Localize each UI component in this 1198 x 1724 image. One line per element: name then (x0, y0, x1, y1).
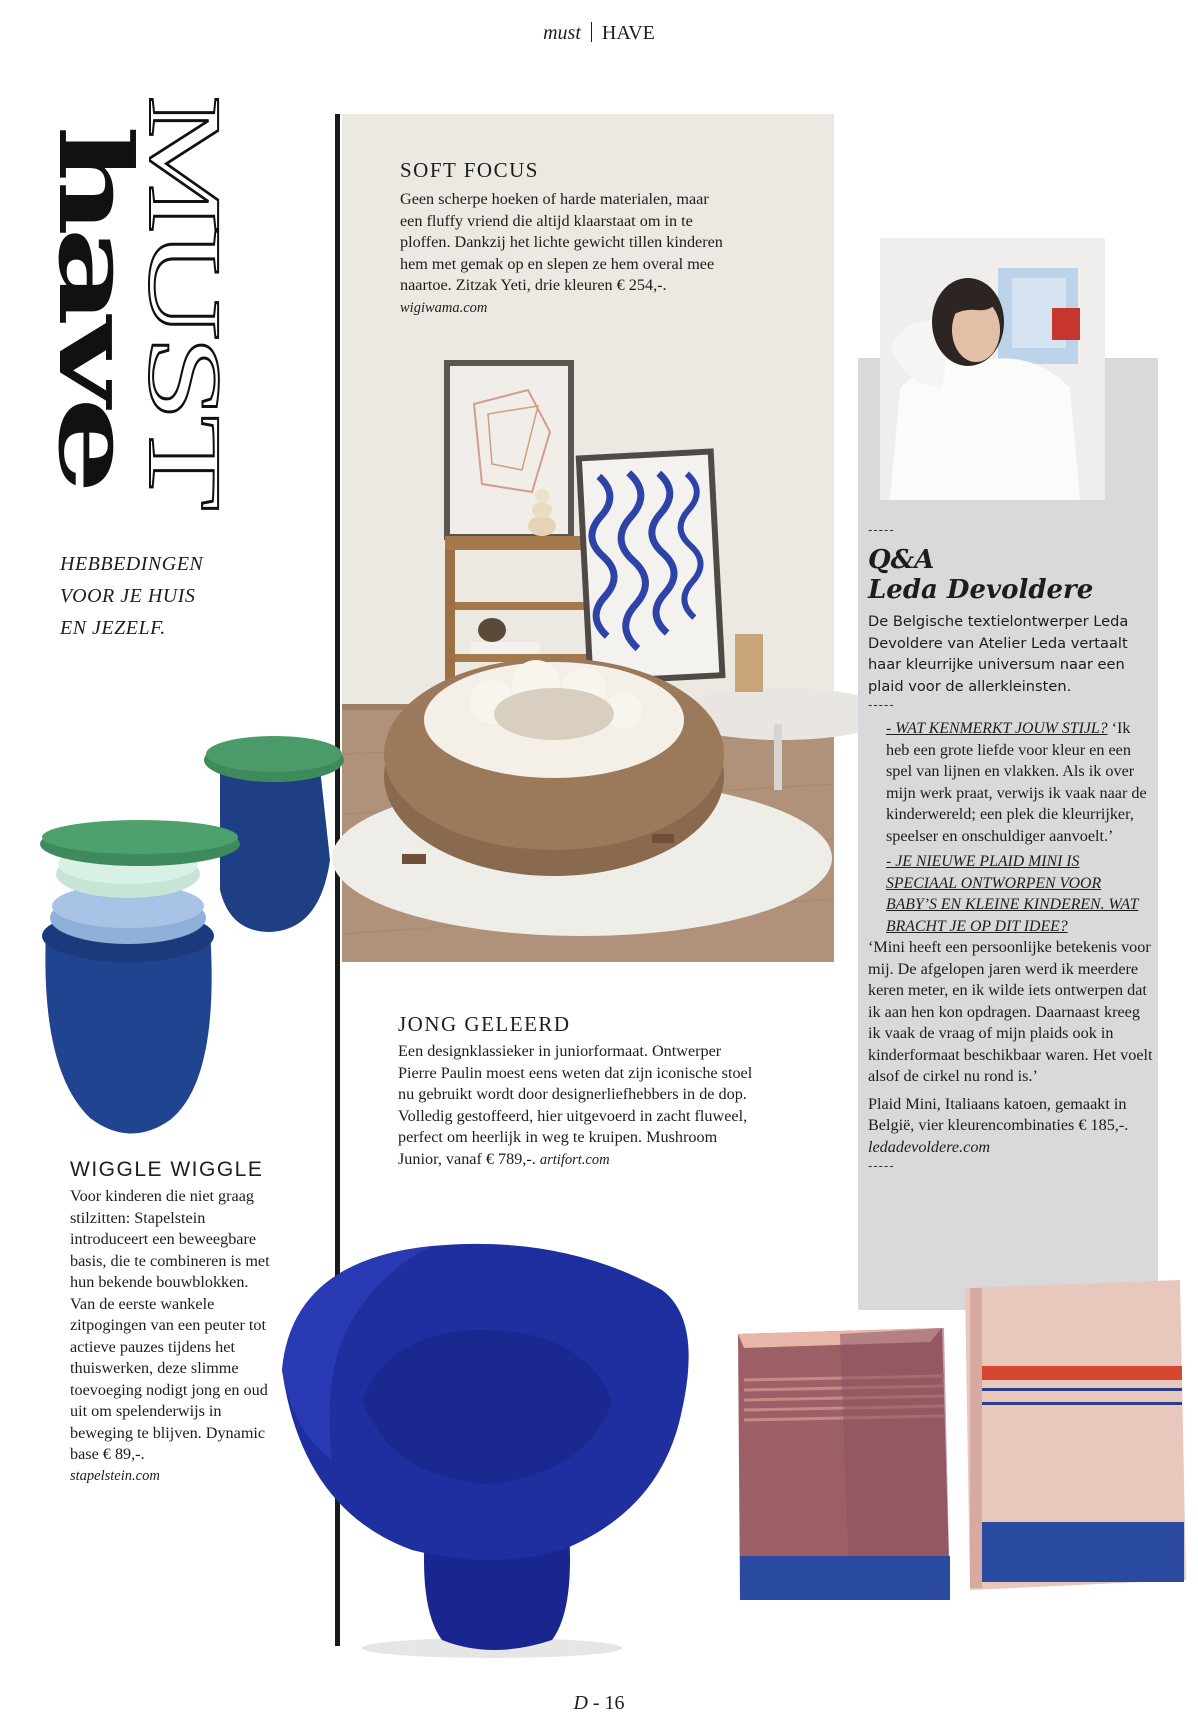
qa-question-1: - WAT KENMERKT JOUW STIJL? (886, 720, 1108, 737)
wiggle-url: stapelstein.com (70, 1467, 160, 1484)
running-header-left: must (543, 22, 581, 44)
leda-portrait (880, 238, 1105, 500)
running-header (0, 22, 1198, 45)
mushroom-chair (262, 1220, 712, 1660)
qa-answer-1 (868, 718, 1153, 847)
running-header-separator (591, 22, 592, 42)
qa-title-line-1: Q&A (868, 545, 935, 575)
stool-image (20, 740, 340, 1140)
soft-focus-title: SOFT FOCUS (400, 158, 539, 182)
portrait-photo (880, 238, 1105, 500)
qa-body (868, 718, 1153, 1158)
qa-answer-1-text: ‘Ik heb een grote liefde voor kleur en een spel van lijnen en vlakken. Als ik over mijn werk praat, verwijs ik vaak naar de kinderwereld; een plek die kleurrijker, speelser en onschuldiger aanvoelt.’ (886, 719, 1147, 845)
jong-geleerd-text: Een designklassieker in juniorformaat. Ontwerper Pierre Paulin moest eens weten dat zijn iconische stoel nu gebruikt wordt door designerliefhebbers in de dop. Volledig gestoffeerd, hier uitgevoerd in zacht fluweel, perfect om heerlijk in weg te kruipen. Mushroom Junior, vanaf € 789,-. (398, 1042, 753, 1168)
plaid-mini-blankets (730, 1280, 1190, 1606)
tagline-line: EN JEZELF. (60, 617, 166, 639)
wiggle-body-1: Voor kinderen die niet graag stilzitten: Stapelstein introduceert een beweegbare basis, die te combineren is met hun bekende bouwblokken. (70, 1187, 270, 1291)
qa-dash-bottom: ----- (868, 1158, 895, 1173)
running-header-right: HAVE (601, 22, 655, 44)
qa-question-2-wrap (868, 851, 1153, 937)
jong-geleerd-title: JONG GELEERD (398, 1012, 571, 1036)
wiggle-article (70, 1158, 275, 1487)
jong-geleerd-body (398, 1041, 758, 1171)
tagline-line: HEBBEDINGEN (60, 553, 204, 575)
wiggle-title: WIGGLE WIGGLE (70, 1158, 264, 1181)
qa-dash-top: ----- (868, 522, 895, 537)
masthead-graphic (36, 70, 265, 530)
page-folio (0, 1692, 1198, 1715)
folio-number: - 16 (587, 1692, 625, 1714)
qa-title (868, 545, 1153, 605)
soft-focus-article (400, 158, 730, 319)
qa-url: ledadevoldere.com (868, 1137, 991, 1156)
jong-geleerd-url: artifort.com (539, 1151, 610, 1168)
qa-intro: De Belgische textielontwerper Leda Devoldere van Atelier Leda vertaalt haar kleurrijke universum naar een plaid voor de allerkleinsten. (868, 613, 1129, 695)
qa-dash-mid: ----- (868, 697, 895, 712)
soft-focus-text: Geen scherpe hoeken of harde materialen, maar een fluffy vriend die altijd klaarstaat om in te ploffen. Dankzij het lichte gewicht tillen kinderen hem met gemak op en slepen ze hem overal mee naartoe. Zitzak Yeti, drie kleuren € 254,-. (400, 190, 723, 294)
soft-focus-url: wigiwama.com (400, 299, 488, 316)
wiggle-body-2: Van de eerste wankele zitpogingen van een peuter tot actieve pauzes tijdens het thuiswerken, deze slimme toevoeging nodigt jong en oud uit om spelenderwijs in beweging te blijven. Dynamic base € 89,-. (70, 1294, 268, 1463)
plaid-image (730, 1280, 1190, 1606)
jong-geleerd-article (398, 1012, 758, 1171)
masthead-have: have (36, 125, 154, 361)
tagline-line: VOOR JE HUIS (60, 585, 196, 607)
qa-answer-2: ‘Mini heeft een persoonlijke betekenis voor mij. De afgelopen jaren werd ik meerdere keren meter, en ik wilde iets ontwerpen dat ik aan hen kon opdragen. Daarnaast kreeg ik vaak de vraag of mijn plaids ook in kinderformaat beschikbaar waren. Het voelt alsof de cirkel nu rond is.’ (868, 938, 1153, 1085)
qa-article (868, 522, 1153, 1173)
qa-product: Plaid Mini, Italiaans katoen, gemaakt in België, vier kleurencombinaties € 185,-. (868, 1094, 1129, 1134)
folio-letter: D (573, 1692, 588, 1714)
qa-title-line-2: Leda Devoldere (868, 575, 1094, 605)
masthead-must: MUST (127, 95, 242, 368)
tagline (60, 548, 290, 644)
stapelstein-stools (20, 740, 340, 1140)
masthead (36, 70, 265, 530)
mushroom-chair-image (262, 1220, 712, 1660)
soft-focus-body (400, 189, 730, 319)
qa-question-2: - JE NIEUWE PLAID MINI IS SPECIAAL ONTWORPEN VOOR BABY’S EN KLEINE KINDEREN. WAT BRACHT JE OP DIT IDEE? (886, 853, 1139, 935)
